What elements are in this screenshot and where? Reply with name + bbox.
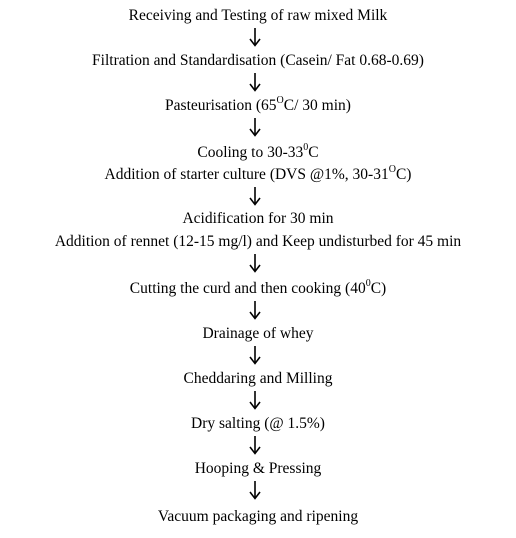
label-text: C)	[395, 166, 412, 183]
down-arrow-icon	[248, 27, 262, 47]
superscript-text: 0	[365, 277, 371, 289]
superscript-text: 0	[303, 141, 309, 153]
label-text: C	[308, 144, 319, 161]
down-arrow-icon	[248, 480, 262, 500]
label-text: C)	[370, 280, 387, 297]
label-text: Cutting the curd and then cooking (40	[129, 280, 366, 297]
down-arrow-icon	[248, 72, 262, 92]
down-arrow-icon	[248, 186, 262, 206]
step-label	[0, 233, 516, 251]
step-label	[0, 370, 516, 388]
step-label	[0, 141, 516, 162]
step-label	[0, 52, 516, 70]
label-text: Cooling to 30-33	[197, 144, 304, 161]
label-text: C/ 30 min)	[283, 97, 351, 114]
down-arrow-icon	[248, 253, 262, 273]
step-label	[0, 94, 516, 115]
down-arrow-icon	[248, 300, 262, 320]
step-label	[0, 277, 516, 298]
label-text: Receiving and Testing of raw mixed Milk	[128, 7, 388, 24]
step-label	[0, 460, 516, 478]
label-text: Pasteurisation (65	[165, 97, 277, 114]
label-text: Cheddaring and Milling	[183, 370, 333, 387]
superscript-text: O	[276, 94, 284, 106]
down-arrow-icon	[248, 435, 262, 455]
label-text: Acidification for 30 min	[182, 210, 334, 227]
down-arrow-icon	[248, 117, 262, 137]
step-label	[0, 210, 516, 228]
step-label	[0, 7, 516, 25]
step-label	[0, 508, 516, 526]
label-text: Hooping & Pressing	[194, 460, 322, 477]
down-arrow-icon	[248, 390, 262, 410]
down-arrow-icon	[248, 345, 262, 365]
label-text: Addition of rennet (12-15 mg/l) and Keep undisturbed for 45 min	[54, 233, 462, 250]
step-label	[0, 415, 516, 433]
step-label	[0, 163, 516, 184]
step-label	[0, 325, 516, 343]
label-text: Vacuum packaging and ripening	[157, 508, 359, 525]
label-text: Filtration and Standardisation (Casein/ Fat 0.68-0.69)	[92, 52, 424, 69]
label-text: Dry salting (@ 1.5%)	[191, 415, 325, 432]
label-text: Addition of starter culture (DVS @1%, 30-31	[104, 166, 389, 183]
label-text: Drainage of whey	[202, 325, 314, 342]
superscript-text: O	[388, 163, 396, 175]
